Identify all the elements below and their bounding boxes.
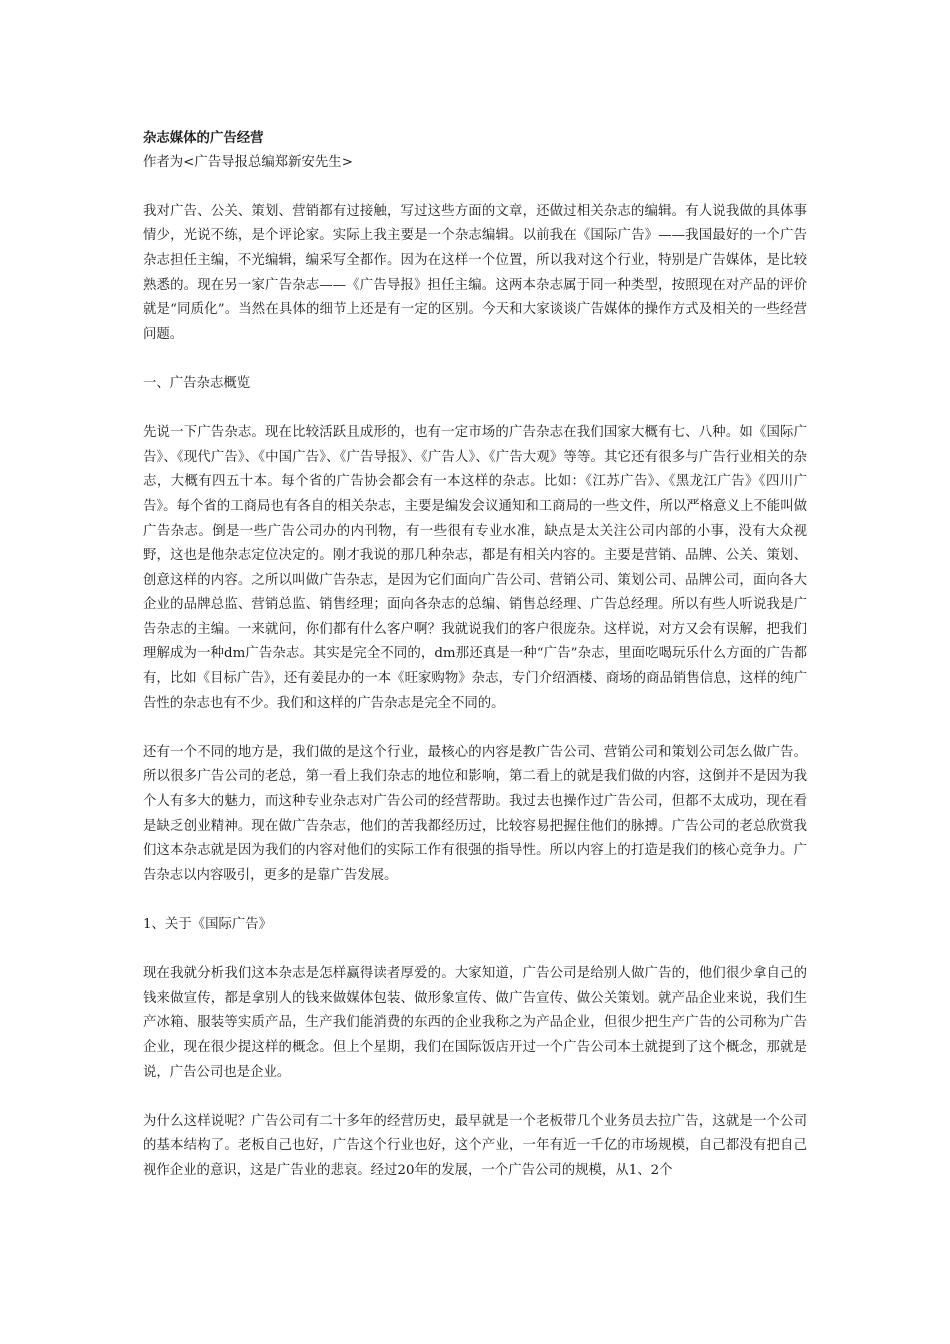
article-title: 杂志媒体的广告经营 (143, 130, 264, 146)
intro-paragraph: 我对广告、公关、策划、营销都有过接触，写过这些方面的文章，还做过相关杂志的编辑。有人说我做的具体事情少，光说不练，是个评论家。实际上我主要是一个杂志编辑。以前我在《国际广告》——我国最好的一个广告杂志担任主编，不光编辑，编采写全都作。因为在这样一个位置，所以我对这个行业，特别是广告媒体，是比较熟悉的。现在另一家广告杂志——《广告导报》担任主编。这两本杂志属于同一种类型，按照现在对产品的评价就是“同质化”。当然在具体的细节上还是有一定的区别。今天和大家谈谈广告媒体的操作方式及相关的一些经营问题。 (143, 203, 807, 342)
overview-paragraph-1: 先说一下广告杂志。现在比较活跃且成形的，也有一定市场的广告杂志在我们国家大概有七、八种。如《国际广告》、《现代广告》、《中国广告》、《广告导报》、《广告人》、《广告大观》等等。其它还有很多与广告行业相关的杂志，大概有四五十本。每个省的广告协会都会有一本这样的杂志。比如：《江苏广告》、《黑龙江广告》《四川广告》。每个省的工商局也有各自的相关杂志，主要是编发会议通知和工商局的一些文件，所以严格意义上不能叫做广告杂志。倒是一些广告公司办的内刊物，有一些很有专业水准，缺点是太关注公司内部的小事，没有大众视野，这也是他杂志定位决定的。刚才我说的那几种杂志，都是有相关内容的。主要是营销、品牌、公关、策划、创意这样的内容。之所以叫做广告杂志，是因为它们面向广告公司、营销公司、策划公司、品牌公司，面向各大企业的品牌总监、营销总监、销售经理；面向各杂志的总编、销售总经理、广告总经理。所以有些人听说我是广告杂志的主编。一来就问，你们都有什么客户啊？我就说我们的客户很庞杂。这样说，对方又会有误解，把我们理解成为一种dm广告杂志。其实是完全不同的，dm那还真是一种“广告”杂志，里面吃喝玩乐什么方面的广告都有，比如《目标广告》，还有姜昆办的一本《旺家购物》杂志，专门介绍酒楼、商场的商品销售信息，这样的纯广告性的杂志也有不少。我们和这样的广告杂志是完全不同的。 (143, 425, 807, 711)
section-heading-international-ad: 1、关于《国际广告》 (143, 917, 273, 932)
section-heading-overview: 一、广告杂志概览 (143, 375, 251, 391)
document-page (143, 126, 807, 1208)
international-ad-paragraph-2: 为什么这样说呢？广告公司有二十多年的经营历史，最早就是一个老板带几个业务员去拉广告，这就是一个公司的基本结构了。老板自己也好，广告这个行业也好，这个产业，一年有近一千亿的市场规模，自己都没有把自己视作企业的意识，这是广告业的悲哀。经过20年的发展，一个广告公司的规模，从1、2个 (143, 1113, 807, 1178)
article-author: 作者为<广告导报总编郑新安先生> (143, 154, 353, 170)
international-ad-paragraph-1: 现在我就分析我们这本杂志是怎样赢得读者厚爱的。大家知道，广告公司是给别人做广告的，他们很少拿自己的钱来做宣传，都是拿别人的钱来做媒体包装、做形象宣传、做广告宣传、做公关策划。就产品企业来说，我们生产冰箱、服装等实质产品，生产我们能消费的东西的企业我称之为产品企业，但很少把生产广告的公司称为广告企业，现在很少提这样的概念。但上个星期，我们在国际饭店开过一个广告公司本土就提到了这个概念，那就是说，广告公司也是企业。 (143, 966, 807, 1080)
overview-paragraph-2: 还有一个不同的地方是，我们做的是这个行业，最核心的内容是教广告公司、营销公司和策划公司怎么做广告。所以很多广告公司的老总，第一看上我们杂志的地位和影响，第二看上的就是我们做的内容，这倒并不是因为我个人有多大的魅力，而这种专业杂志对广告公司的经营帮助。我过去也操作过广告公司，但都不太成功，现在看是缺乏创业精神。现在做广告杂志，他们的苦我都经历过，比较容易把握住他们的脉搏。广告公司的老总欣赏我们这本杂志就是因为我们的内容对他们的实际工作有很强的指导性。所以内容上的打造是我们的核心竞争力。广告杂志以内容吸引，更多的是靠广告发展。 (143, 744, 807, 883)
